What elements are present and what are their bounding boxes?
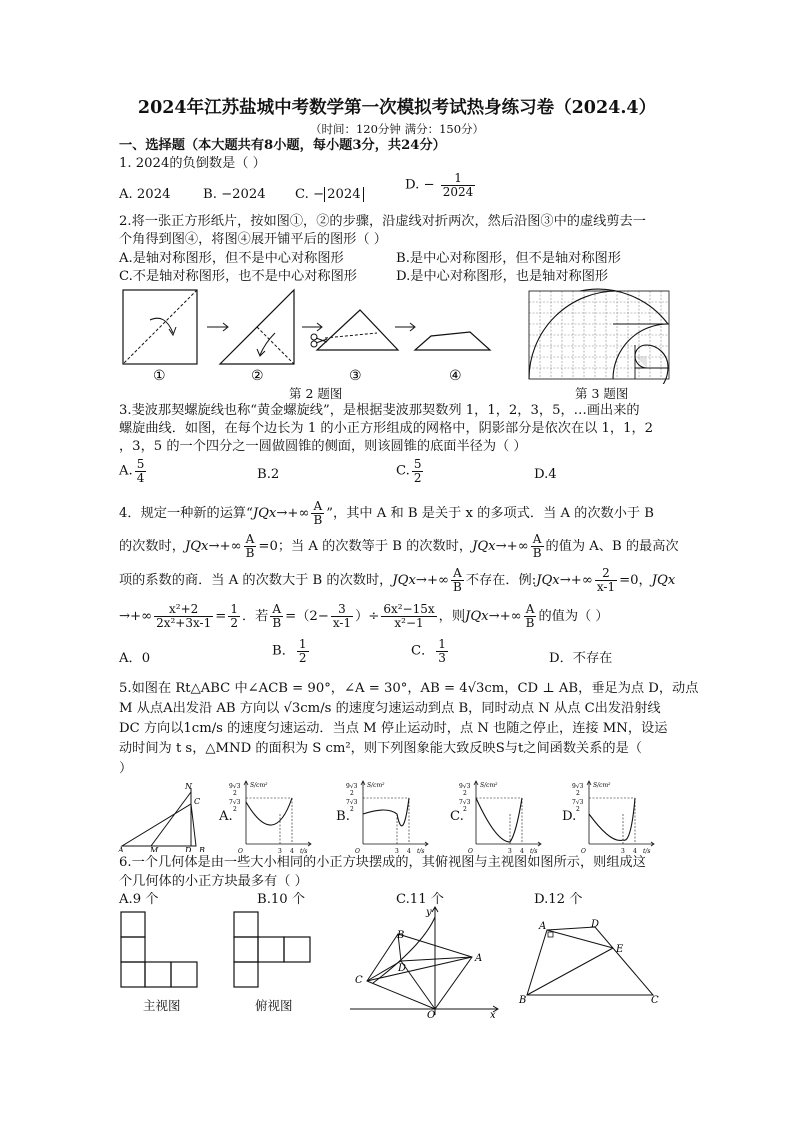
- q4-line4: →+∞ $\frac{\text{x²+2}}{\text{2x²+3x-1}}$ = $\frac{1}{2}$ ．若 $\frac{A}{B}$ =（2− $\frac{3}{x-1}$ ）÷ $\frac{\text{6x²−15x}}{\text{x²−1}}$ ，则JQx→+∞ $\frac{A}{B}$ 的值为（ ）: [119, 602, 609, 630]
- q3-option-c: C. $\frac{5}{2}$: [396, 457, 422, 485]
- fig-label-4: ④: [449, 368, 462, 384]
- svg-text:D: D: [185, 846, 192, 852]
- svg-text:t/s: t/s: [530, 848, 538, 855]
- q4-line1: 4．规定一种新的运算“JQx→+∞ $\frac{A}{B}$ ”，其中 A 和 B 是关于 x 的多项式．当 A 的次数小于 B: [119, 499, 654, 527]
- q5-option-d: D.: [562, 809, 577, 824]
- svg-text:O: O: [355, 848, 360, 855]
- q6-line2: 个几何体的小正方块最多有（ ）: [119, 874, 308, 889]
- svg-text:B: B: [397, 930, 405, 941]
- q5-graph-d: [571, 778, 657, 856]
- exam-info: （时间：120分钟 满分：150分）: [309, 122, 485, 136]
- svg-text:9√3: 9√3: [229, 783, 241, 790]
- q6-option-d: D.12 个: [534, 892, 583, 907]
- svg-text:x: x: [490, 1010, 496, 1020]
- q3-option-d: D.4: [534, 467, 557, 482]
- svg-text:2: 2: [576, 806, 580, 813]
- svg-text:7√3: 7√3: [572, 799, 584, 806]
- svg-text:4: 4: [520, 848, 524, 855]
- svg-text:2: 2: [350, 806, 354, 813]
- svg-text:2: 2: [576, 790, 580, 797]
- svg-text:A: A: [539, 921, 547, 932]
- svg-text:O: O: [468, 848, 473, 855]
- q6-option-c: C.11 个: [396, 892, 444, 907]
- svg-text:C: C: [651, 995, 659, 1005]
- q4-option-b: B． $\frac{1}{2}$: [272, 637, 307, 665]
- svg-text:E: E: [616, 944, 624, 955]
- svg-text:4: 4: [290, 848, 294, 855]
- svg-text:C: C: [355, 975, 363, 986]
- svg-text:N: N: [185, 782, 192, 791]
- q5-graph-b: [345, 778, 431, 856]
- q4-line2: 的次数时，JQx→+∞ $\frac{A}{B}$ =0；当 A 的次数等于 B 的次数时，JQx→+∞ $\frac{A}{B}$ 的值为 A、B 的最高次: [119, 532, 679, 560]
- svg-text:S/cm²: S/cm²: [593, 782, 611, 789]
- svg-text:y: y: [426, 907, 432, 918]
- q5-line3: DC 方向以1cm/s 的速度匀速运动．当点 M 停止运动时，点 N 也随之停止，连接 MN，设运: [119, 721, 668, 736]
- q5-option-c: C.: [450, 809, 464, 824]
- q3-caption: 第 3 题图: [575, 386, 629, 401]
- q1-option-d: D. − $\frac{1}{2024}$: [405, 171, 474, 199]
- q6-front-view: [119, 910, 209, 992]
- q2-option-d: D.是中心对称图形，也是轴对称图形: [396, 269, 609, 284]
- svg-text:7√3: 7√3: [346, 799, 358, 806]
- svg-text:9√3: 9√3: [346, 783, 358, 790]
- q5-graph-a: [228, 778, 314, 856]
- q3-line1: 3.斐波那契螺旋线也称“黄金螺旋线”，是根据斐波那契数列 1，1，2，3，5，…画出来的: [119, 403, 640, 418]
- section-heading: 一、选择题（本大题共有8小题，每小题3分，共24分）: [119, 138, 446, 153]
- svg-text:D: D: [398, 963, 407, 974]
- q6-top-view: [232, 910, 322, 992]
- q3-option-b: B.2: [257, 467, 280, 482]
- svg-text:D: D: [591, 919, 600, 930]
- q6-option-a: A.9 个: [119, 892, 159, 907]
- svg-text:B: B: [199, 846, 205, 852]
- q1-option-b: B. −2024: [203, 187, 266, 202]
- q2-folding-figure: [115, 285, 515, 387]
- svg-text:A: A: [475, 953, 483, 964]
- q6-line1: 6.一个几何体是由一些大小相同的小正方块摆成的，其俯视图与主视图如图所示，则组成这: [119, 855, 646, 870]
- coordinate-figure: [345, 905, 505, 1020]
- q3-line2: 螺旋曲线．如图，在每个边长为 1 的小正方形组成的网格中，阴影部分是依次在以 1，1，2: [119, 421, 654, 436]
- svg-text:O: O: [427, 1010, 436, 1020]
- q5-option-a: A.: [219, 809, 233, 824]
- svg-text:2: 2: [350, 790, 354, 797]
- svg-text:B: B: [519, 995, 527, 1005]
- front-view-label: 主视图: [143, 998, 181, 1013]
- q2-caption: 第 2 题图: [289, 386, 343, 401]
- svg-text:O: O: [581, 848, 586, 855]
- top-view-label: 俯视图: [255, 998, 293, 1013]
- svg-text:t/s: t/s: [417, 848, 425, 855]
- svg-text:7√3: 7√3: [229, 799, 241, 806]
- q2-option-a: A.是轴对称图形，但不是中心对称图形: [119, 251, 344, 266]
- q4-line3: 项的系数的商．当 A 的次数大于 B 的次数时，JQx→+∞ $\frac{A}{B}$ 不存在．例:JQx→+∞ $\frac{2}{x-1}$ =0，JQx: [119, 566, 676, 594]
- svg-text:t/s: t/s: [643, 848, 651, 855]
- fig-label-2: ②: [251, 368, 264, 384]
- q6-option-b: B.10 个: [257, 892, 306, 907]
- q1-option-a: A. 2024: [119, 187, 171, 202]
- svg-text:9√3: 9√3: [572, 783, 584, 790]
- svg-text:3: 3: [278, 848, 282, 855]
- q3-spiral-figure: [524, 288, 674, 384]
- svg-text:2: 2: [463, 806, 467, 813]
- q2-line1: 2.将一张正方形纸片，按如图①，②的步骤，沿虚线对折两次，然后沿图③中的虚线剪去一: [119, 214, 646, 229]
- q5-line5: ）: [119, 761, 133, 776]
- svg-text:S/cm²: S/cm²: [480, 782, 498, 789]
- svg-text:O: O: [238, 848, 243, 855]
- fig-label-3: ③: [349, 368, 362, 384]
- svg-text:S/cm²: S/cm²: [250, 782, 268, 789]
- svg-text:4: 4: [633, 848, 637, 855]
- q5-triangle-figure: [117, 780, 212, 852]
- svg-text:M: M: [150, 846, 159, 852]
- q4-option-c: C． $\frac{1}{3}$: [411, 637, 446, 665]
- q5-line1: 5.如图在 Rt△ABC 中∠ACB = 90°，∠A = 30°，AB = 4√3cm，CD ⊥ AB，垂足为点 D，动点: [119, 681, 699, 696]
- q5-option-b: B.: [336, 809, 350, 824]
- svg-text:3: 3: [395, 848, 399, 855]
- svg-text:3: 3: [621, 848, 625, 855]
- svg-text:C: C: [194, 797, 201, 806]
- svg-text:9√3: 9√3: [459, 783, 471, 790]
- svg-text:t/s: t/s: [300, 848, 308, 855]
- q4-option-d: D．不存在: [549, 651, 613, 666]
- svg-text:A: A: [118, 846, 124, 852]
- trapezoid-figure: [515, 915, 665, 1005]
- svg-text:3: 3: [508, 848, 512, 855]
- q4-option-a: A．0: [119, 651, 151, 666]
- q1-option-c: C. − 2024: [295, 186, 364, 204]
- q2-line2: 个角得到图④，将图④展开铺平后的图形（ ）: [119, 232, 387, 247]
- q5-graph-c: [458, 778, 544, 856]
- q2-option-c: C.不是轴对称图形，也不是中心对称图形: [119, 269, 357, 284]
- q1-stem: 1. 2024的负倒数是（ ）: [119, 156, 266, 171]
- svg-text:S/cm²: S/cm²: [367, 782, 385, 789]
- q2-option-b: B.是中心对称图形，但不是轴对称图形: [396, 251, 621, 266]
- fig-label-1: ①: [153, 368, 166, 384]
- q5-line4: 动时间为 t s，△MND 的面积为 S cm²，则下列图象能大致反映S与t之间函数关系的是（: [119, 741, 642, 756]
- svg-text:2: 2: [463, 790, 467, 797]
- svg-text:4: 4: [407, 848, 411, 855]
- q5-line2: M 从点A出发沿 AB 方向以 √3cm/s 的速度匀速运动到点 B，同时动点 N 从点 C出发沿射线: [119, 701, 661, 716]
- q3-line3: ，3，5 的一个四分之一圆做圆锥的侧面，则该圆锥的底面半径为（ ）: [119, 439, 527, 454]
- svg-text:2: 2: [233, 790, 237, 797]
- q3-option-a: A. $\frac{5}{4}$: [119, 457, 145, 485]
- page-title: 2024年江苏盐城中考数学第一次模拟考试热身练习卷（2024.4）: [137, 98, 657, 118]
- svg-text:2: 2: [233, 806, 237, 813]
- svg-text:7√3: 7√3: [459, 799, 471, 806]
